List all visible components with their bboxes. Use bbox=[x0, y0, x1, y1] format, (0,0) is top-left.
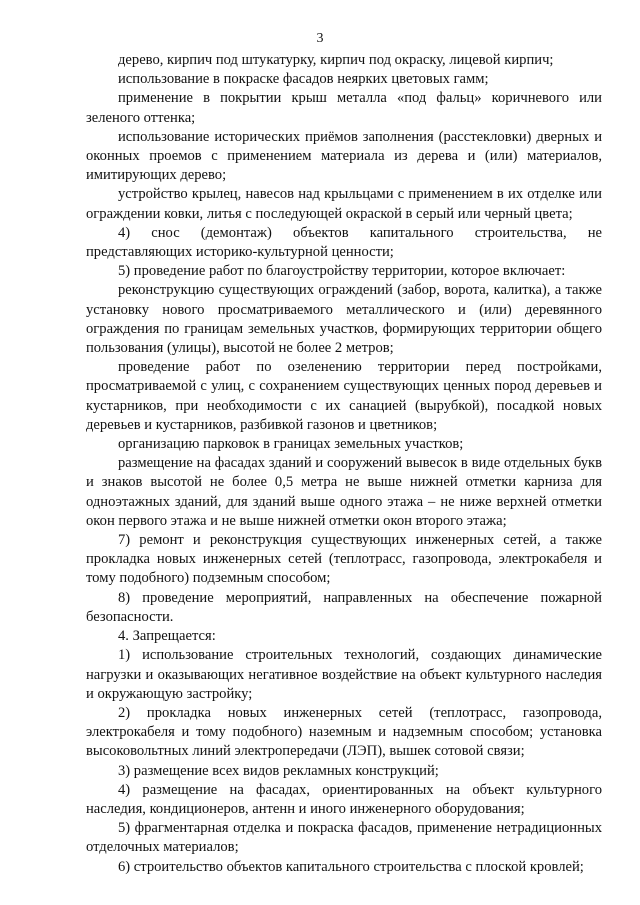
page-number: 3 bbox=[316, 31, 324, 46]
paragraph: реконструкцию существующих ограждений (забор, ворота, калитка), а также установку нового просматриваемого металлического и (или) деревянного ограждения по границам земельных участков, формирующих территории общего пользования (улицы), высотой не более 2 метров; bbox=[86, 282, 602, 357]
paragraph: 5) проведение работ по благоустройству территории, которое включает: bbox=[118, 263, 566, 280]
paragraph: проведение работ по озеленению территории перед постройками, просматриваемой с улиц, с сохранением существующих ценных пород деревьев и кустарников, при необходимости с их санацией (вырубкой), посадкой новых деревьев и кустарников, разбивкой газонов и цветников; bbox=[86, 359, 602, 433]
paragraph: 3) размещение всех видов рекламных конструкций; bbox=[118, 762, 439, 779]
paragraph: использование исторических приёмов заполнения (расстекловки) дверных и оконных проемов с применением материала из дерева и (или) материалов, имитирующих дерево; bbox=[86, 128, 602, 184]
paragraph: размещение на фасадах зданий и сооружений вывесок в виде отдельных букв и знаков высотой не более 0,5 метра не выше нижней отметки карниза для одноэтажных зданий, для зданий выше одного этажа – не ниже верхней отметки окон первого этажа и не выше нижней отметки окон второго этажа; bbox=[86, 455, 602, 529]
paragraph: 1) использование строительных технологий, создающих динамические нагрузки и оказывающих негативное воздействие на объект культурного наследия и окружающую застройку; bbox=[86, 647, 602, 702]
paragraph: использование в покраске фасадов неярких цветовых гамм; bbox=[118, 71, 489, 88]
paragraph: 6) строительство объектов капитального строительства с плоской кровлей; bbox=[118, 858, 584, 875]
paragraph: 7) ремонт и реконструкция существующих инженерных сетей, а также прокладка новых инженерных сетей (теплотрасс, газопровода, электрокабеля и тому подобного) подземным способом; bbox=[86, 532, 602, 587]
paragraph: 8) проведение мероприятий, направленных на обеспечение пожарной безопасности. bbox=[86, 589, 602, 625]
paragraph: организацию парковок в границах земельных участков; bbox=[118, 436, 464, 453]
section-heading: 4. Запрещается: bbox=[118, 628, 216, 645]
paragraph: устройство крылец, навесов над крыльцами с применением в их отделке или ограждении ковки, литья с последующей окраской в серый или черный цвета; bbox=[86, 186, 602, 222]
document-body bbox=[86, 51, 602, 877]
paragraph: 4) размещение на фасадах, ориентированных на объект культурного наследия, кондиционеров, антенн и иного инженерного оборудования; bbox=[86, 781, 602, 817]
paragraph: 2) прокладка новых инженерных сетей (теплотрасс, газопровода, электрокабеля и тому подобного) наземным и надземным способом; установка высоковольтных линий электропередачи (ЛЭП), вышек сотовой связи; bbox=[86, 704, 602, 760]
paragraph: дерево, кирпич под штукатурку, кирпич под окраску, лицевой кирпич; bbox=[118, 52, 554, 68]
paragraph: применение в покрытии крыш металла «под фальц» коричневого или зеленого оттенка; bbox=[86, 90, 602, 126]
paragraph: 4) снос (демонтаж) объектов капитального строительства, не представляющих историко-культурной ценности; bbox=[86, 224, 602, 261]
paragraph: 5) фрагментарная отделка и покраска фасадов, применение нетрадиционных отделочных материалов; bbox=[86, 820, 602, 856]
